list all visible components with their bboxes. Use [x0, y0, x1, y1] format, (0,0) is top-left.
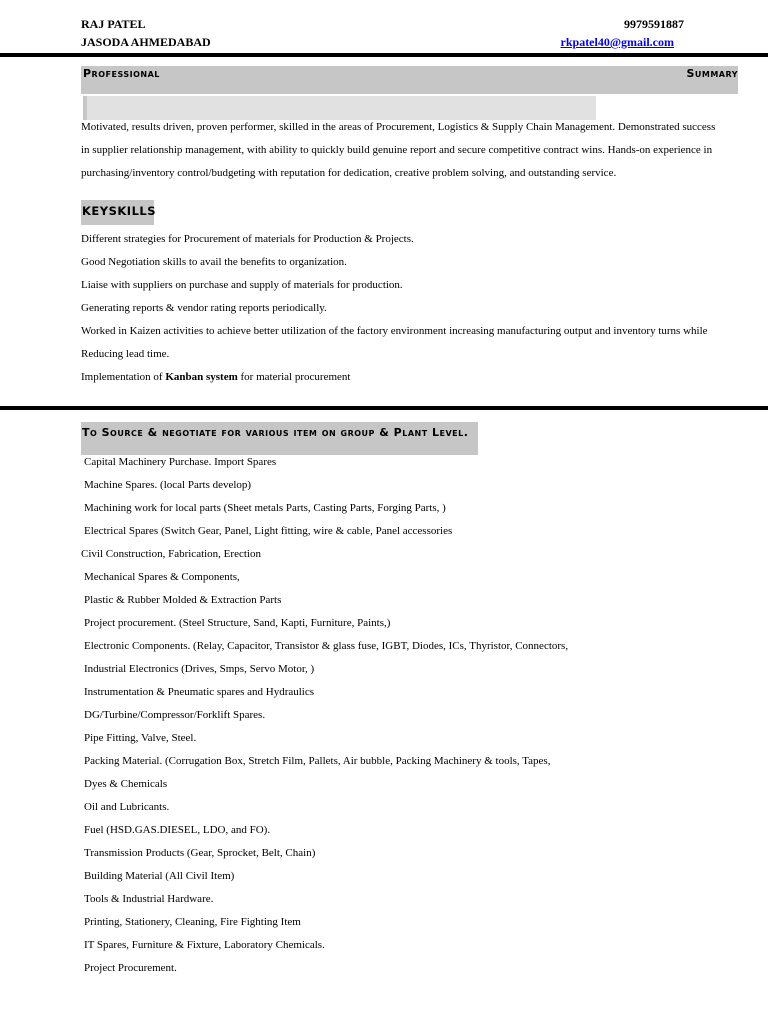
- candidate-name: RAJ PATEL: [81, 17, 146, 31]
- kanban-suffix: for material procurement: [237, 371, 351, 383]
- sourcing-item: Instrumentation & Pneumatic spares and Hydraulics: [84, 686, 315, 698]
- keyskill-item-kanban: [81, 366, 708, 389]
- sourcing-item: Tools & Industrial Hardware.: [84, 893, 214, 905]
- sourcing-item: Electronic Components. (Relay, Capacitor, Transistor & glass fuse, IGBT, Diodes, ICs, Thyristor, Connectors,: [84, 640, 569, 652]
- sourcing-item: Transmission Products (Gear, Sprocket, Belt, Chain): [84, 847, 316, 859]
- summary-line: in supplier relationship management, with ability to quickly build genuine report and secure competitive contract wins. Hands-on experience in: [81, 144, 713, 156]
- professional-summary-text: [81, 116, 741, 185]
- sourcing-item: Capital Machinery Purchase. Import Spares: [84, 456, 277, 468]
- sourcing-item: Civil Construction, Fabrication, Erection: [81, 548, 261, 560]
- section-divider: [0, 406, 768, 410]
- email-link[interactable]: rkpatel40@gmail.com: [560, 35, 674, 49]
- sourcing-item: Dyes & Chemicals: [84, 778, 168, 790]
- sourcing-item: Plastic & Rubber Molded & Extraction Parts: [84, 594, 282, 606]
- sourcing-list: [81, 451, 568, 980]
- sourcing-item: Project procurement. (Steel Structure, Sand, Kapti, Furniture, Paints,): [84, 617, 391, 629]
- sourcing-item: DG/Turbine/Compressor/Forklift Spares.: [84, 709, 266, 721]
- sourcing-item: Machining work for local parts (Sheet metals Parts, Casting Parts, Forging Parts, ): [84, 502, 446, 514]
- professional-summary-heading-right: Summary: [686, 67, 738, 80]
- keyskills-heading-label: KEYSKILLS: [82, 204, 157, 218]
- sourcing-item: Oil and Lubricants.: [84, 801, 170, 813]
- sourcing-item: Pipe Fitting, Valve, Steel.: [84, 732, 197, 744]
- keyskill-item: Liaise with suppliers on purchase and supply of materials for production.: [81, 279, 403, 291]
- kanban-prefix: Implementation of: [81, 371, 166, 383]
- keyskills-heading: [81, 200, 157, 225]
- keyskills-list: [81, 228, 708, 389]
- sourcing-item: Machine Spares. (local Parts develop): [84, 479, 252, 491]
- candidate-phone: 9979591887: [624, 17, 684, 31]
- summary-line: purchasing/inventory control/budgeting with reputation for dedication, creative problem solving, and outstanding service.: [81, 167, 617, 179]
- sourcing-item: IT Spares, Furniture & Fixture, Laboratory Chemicals.: [84, 939, 325, 951]
- sourcing-item: Mechanical Spares & Components,: [84, 571, 240, 583]
- summary-line: Motivated, results driven, proven performer, skilled in the areas of Procurement, Logistics & Supply Chain Management. Demonstrated success: [81, 121, 716, 133]
- keyskill-item: Reducing lead time.: [81, 348, 170, 360]
- sourcing-item: Printing, Stationery, Cleaning, Fire Fighting Item: [84, 916, 301, 928]
- sourcing-item: Building Material (All Civil Item): [84, 870, 235, 882]
- sourcing-item: Electrical Spares (Switch Gear, Panel, Light fitting, wire & cable, Panel accessories: [84, 525, 453, 537]
- header-divider: [0, 53, 768, 57]
- sourcing-item: Packing Material. (Corrugation Box, Stretch Film, Pallets, Air bubble, Packing Machinery & tools, Tapes,: [84, 755, 551, 767]
- professional-summary-heading-left: Professional: [83, 67, 160, 80]
- kanban-bold: Kanban system: [165, 371, 238, 383]
- keyskill-item: Worked in Kaizen activities to achieve better utilization of the factory environment increasing manufacturing output and inventory turns while: [81, 325, 708, 337]
- sourcing-item: Fuel (HSD.GAS.DIESEL, LDO, and FO).: [84, 824, 271, 836]
- candidate-location: JASODA AHMEDABAD: [81, 35, 211, 49]
- sourcing-item: Industrial Electronics (Drives, Smps, Servo Motor, ): [84, 663, 315, 675]
- professional-summary-heading: [81, 66, 738, 94]
- sourcing-item: Project Procurement.: [84, 962, 177, 974]
- keyskill-item: Different strategies for Procurement of materials for Production & Projects.: [81, 233, 414, 245]
- sourcing-heading-label: To Source & negotiate for various item on group & Plant Level.: [82, 426, 469, 439]
- keyskill-item: Good Negotiation skills to avail the benefits to organization.: [81, 256, 347, 268]
- keyskill-item: Generating reports & vendor rating reports periodically.: [81, 302, 327, 314]
